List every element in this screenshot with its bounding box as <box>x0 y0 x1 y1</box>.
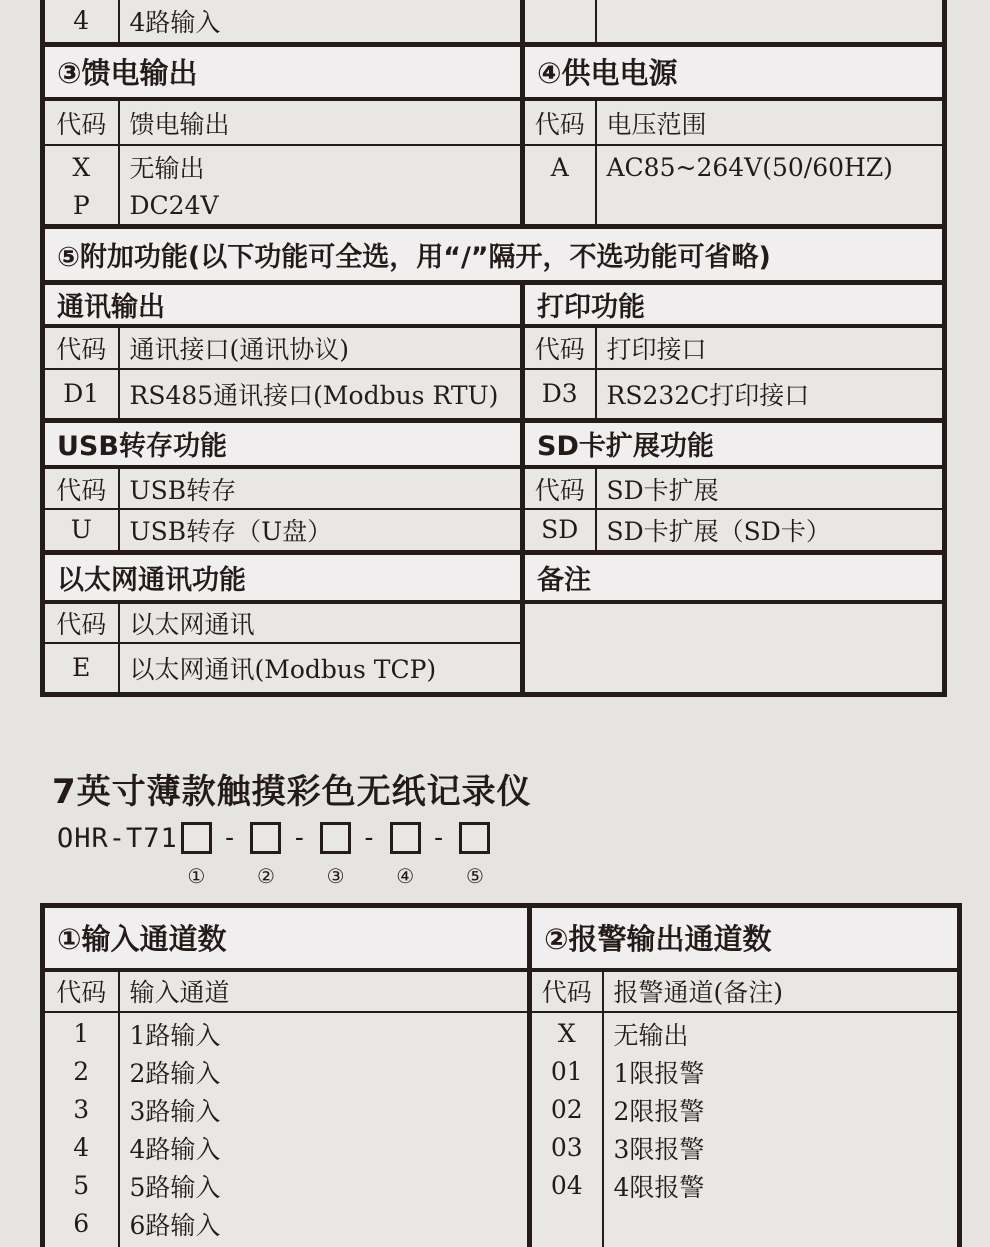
product-title: 7英寸薄款触摸彩色无纸记录仪 <box>52 772 532 812</box>
desc-cell <box>119 1012 530 1247</box>
code-header-cell: 代码 <box>43 970 119 1012</box>
ordering-table-top <box>40 0 947 697</box>
data-line: 2限报警 <box>613 1096 705 1126</box>
data-line: 6 <box>73 1209 90 1238</box>
ethernet-title-cell: 以太网通讯功能 <box>43 552 523 602</box>
desc-header-cell: 以太网通讯 <box>119 602 523 643</box>
model-position-label: ① <box>187 864 206 888</box>
desc-header-cell: 馈电输出 <box>119 99 523 145</box>
desc-header-cell: 电压范围 <box>596 99 945 145</box>
data-line: P <box>72 190 90 220</box>
data-line: 3路输入 <box>129 1096 221 1126</box>
data-line: X <box>557 1019 576 1048</box>
data-line: 无输出 <box>129 154 205 183</box>
code-cell <box>523 145 596 227</box>
sub-header-row <box>43 552 945 602</box>
desc-cell: USB转存（U盘） <box>119 509 523 552</box>
desc-cell <box>603 1012 960 1247</box>
sub-header-row <box>43 420 945 467</box>
model-prefix: OHR-T71 <box>57 823 178 854</box>
column-header-row <box>43 326 945 369</box>
data-line: 4限报警 <box>613 1172 705 1202</box>
column-header-row <box>43 99 945 145</box>
code-cell: SD <box>523 509 596 552</box>
code-header-cell: 代码 <box>43 99 119 145</box>
code-header-cell: 代码 <box>43 602 119 643</box>
data-line: A <box>550 152 569 182</box>
desc-header-cell: 报警通道(备注) <box>603 970 960 1012</box>
model-slot <box>320 822 351 888</box>
section2-title-cell: ②报警输出通道数 <box>530 906 960 970</box>
code-header-cell: 代码 <box>523 467 596 509</box>
model-position-label: ③ <box>326 864 345 888</box>
data-line: 3 <box>73 1095 90 1124</box>
ordering-table-bottom <box>40 903 962 1247</box>
desc-header-cell: 通讯接口(通讯协议) <box>119 326 523 369</box>
data-line: 6路输入 <box>129 1210 221 1240</box>
desc-header-cell: USB转存 <box>119 467 523 509</box>
data-line: 5 <box>73 1171 90 1200</box>
model-box <box>390 822 421 854</box>
data-line: X <box>72 152 91 182</box>
data-line: 1 <box>73 1019 90 1048</box>
model-code-line <box>57 822 490 888</box>
data-line: 4 <box>73 1133 90 1162</box>
model-slot <box>250 822 281 888</box>
code-header-cell: 代码 <box>530 970 603 1012</box>
model-slot <box>390 822 421 888</box>
desc-header-cell: 打印接口 <box>596 326 945 369</box>
desc-cell: 4路输入 <box>119 0 523 44</box>
code-cell <box>530 1012 603 1247</box>
code-header-cell: 代码 <box>523 99 596 145</box>
desc-cell: RS232C打印接口 <box>596 369 945 420</box>
data-line: 4路输入 <box>129 1134 221 1164</box>
code-cell: U <box>43 509 119 552</box>
desc-cell <box>119 145 523 227</box>
code-header-cell: 代码 <box>43 326 119 369</box>
model-box <box>250 822 281 854</box>
data-line: 无输出 <box>613 1020 689 1050</box>
desc-cell: SD卡扩展（SD卡） <box>596 509 945 552</box>
remark-title-cell: 备注 <box>523 552 945 602</box>
model-slot <box>459 822 490 888</box>
model-position-label: ④ <box>396 864 415 888</box>
code-cell: 4 <box>43 0 119 44</box>
code-cell: D3 <box>523 369 596 420</box>
data-line: 3限报警 <box>613 1134 705 1164</box>
section4-title-cell: ④供电电源 <box>523 44 945 99</box>
desc-cell <box>596 145 945 227</box>
data-line: 2 <box>73 1057 90 1086</box>
model-dash: - <box>221 823 238 853</box>
code-header-cell: 代码 <box>43 467 119 509</box>
model-dash: - <box>361 823 377 853</box>
sub-header-row <box>43 283 945 327</box>
desc-cell: RS485通讯接口(Modbus RTU) <box>119 369 523 420</box>
data-line: DC24V <box>129 190 219 220</box>
model-dash: - <box>291 823 308 853</box>
section5-banner-cell: ⑤附加功能(以下功能可全选，用“/”隔开，不选功能可省略) <box>43 227 945 283</box>
data-line: AC85~264V(50/60HZ) <box>606 152 893 182</box>
data-line: 1路输入 <box>129 1020 221 1050</box>
desc-cell: 以太网通讯(Modbus TCP) <box>119 643 523 694</box>
model-slot <box>181 822 212 888</box>
usb-title-cell: USB转存功能 <box>43 420 523 467</box>
section-header-row <box>43 44 945 99</box>
desc-header-cell: SD卡扩展 <box>596 467 945 509</box>
data-line: 01 <box>550 1057 583 1086</box>
empty-code-cell <box>523 0 596 44</box>
code-cell <box>43 145 119 227</box>
code-header-cell: 代码 <box>523 326 596 369</box>
empty-desc-cell <box>596 0 945 44</box>
data-line: 1限报警 <box>613 1058 705 1088</box>
data-line: 2路输入 <box>129 1058 221 1088</box>
data-row <box>43 369 945 420</box>
model-dash: - <box>430 823 447 853</box>
data-row <box>43 1012 960 1247</box>
comm-title-cell: 通讯输出 <box>43 283 523 327</box>
model-box <box>459 822 490 854</box>
sd-title-cell: SD卡扩展功能 <box>523 420 945 467</box>
section3-title-cell: ③馈电输出 <box>43 44 523 99</box>
addon-banner-row <box>43 227 945 283</box>
code-cell <box>43 1012 119 1247</box>
section1-title-cell: ①输入通道数 <box>43 906 530 970</box>
column-header-row <box>43 970 960 1012</box>
remark-body-cell <box>523 602 945 694</box>
model-position-label: ② <box>256 864 275 888</box>
code-cell: E <box>43 643 119 694</box>
code-cell: D1 <box>43 369 119 420</box>
data-row <box>43 145 945 227</box>
data-line: 04 <box>550 1171 583 1200</box>
data-line: 5路输入 <box>129 1172 221 1202</box>
desc-header-cell: 输入通道 <box>119 970 530 1012</box>
data-line: 02 <box>550 1095 583 1124</box>
data-line: 03 <box>550 1133 583 1162</box>
print-title-cell: 打印功能 <box>523 283 945 327</box>
model-box <box>181 822 212 854</box>
model-box <box>320 822 351 854</box>
column-header-row <box>43 602 945 643</box>
model-position-label: ⑤ <box>465 864 484 888</box>
column-header-row <box>43 467 945 509</box>
carryover-row <box>43 0 945 44</box>
section-header-row <box>43 906 960 970</box>
data-row <box>43 509 945 552</box>
